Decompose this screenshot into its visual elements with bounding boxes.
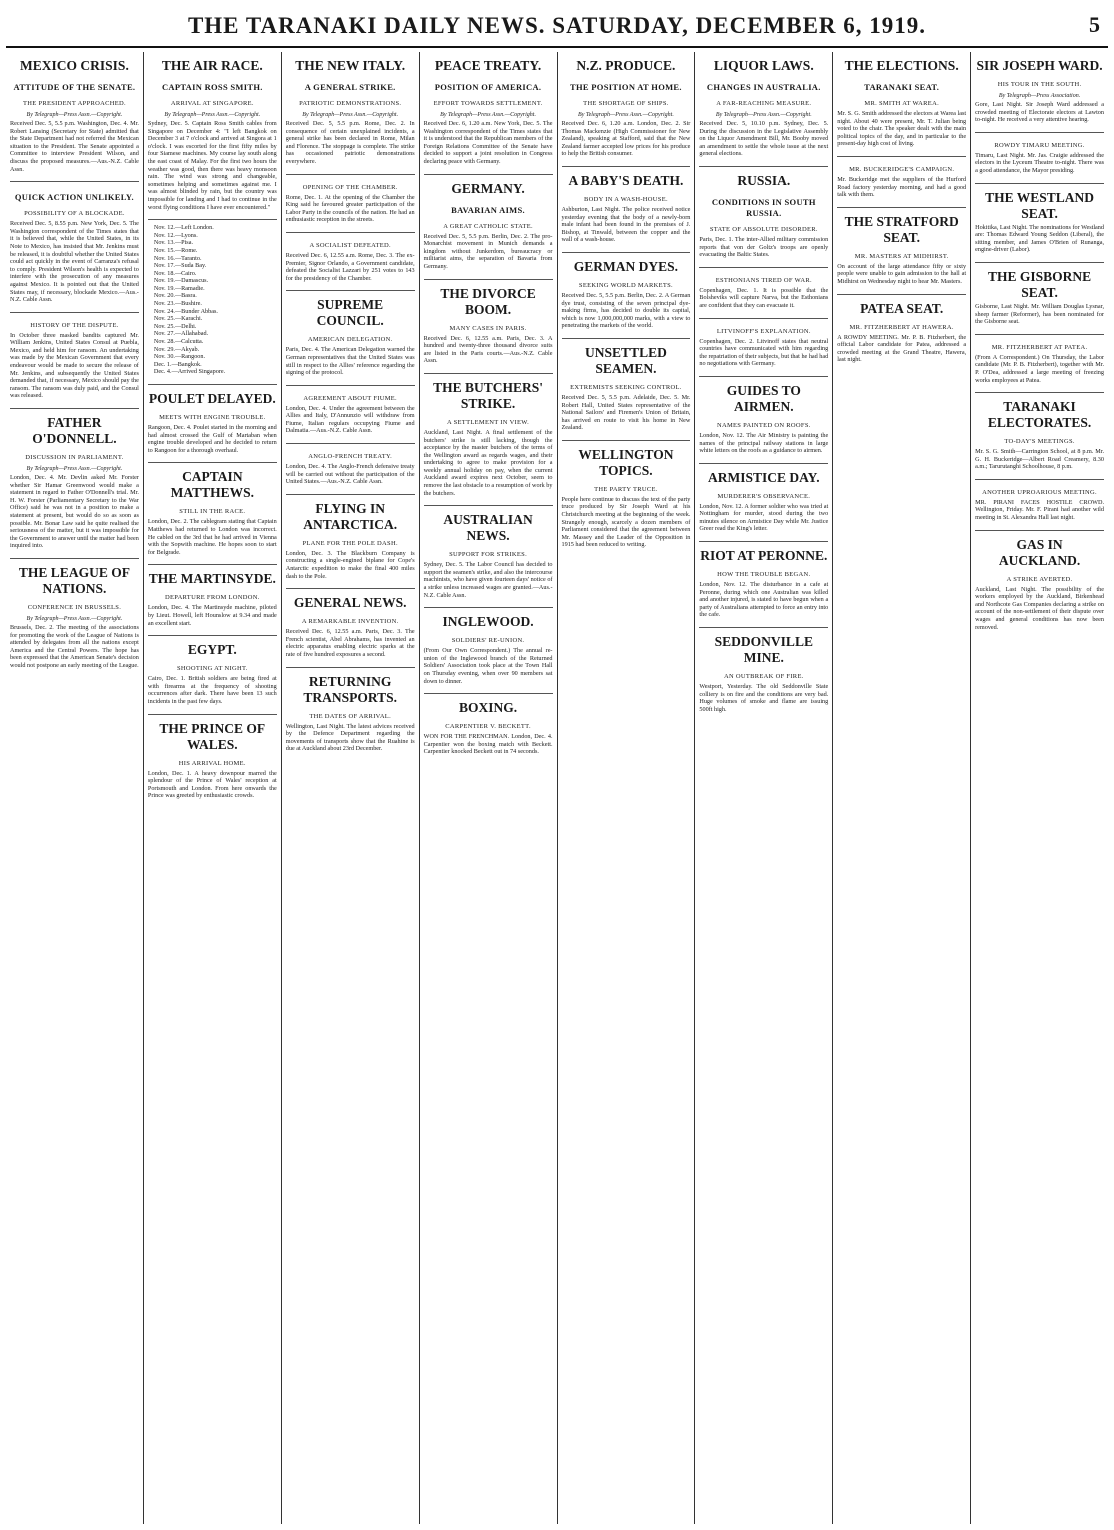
article-deck: AN OUTBREAK OF FIRE. bbox=[723, 673, 804, 681]
article-deck: BODY IN A WASH-HOUSE. bbox=[583, 195, 668, 203]
article-headline: PEACE TREATY. bbox=[434, 58, 542, 73]
article-deck: MR. BUCKERIDGE'S CAMPAIGN. bbox=[849, 165, 955, 173]
article bbox=[424, 52, 553, 166]
newspaper-columns bbox=[6, 52, 1108, 1524]
itinerary-item: Nov. 23.—Bushire. bbox=[153, 300, 202, 308]
article-deck: HIS ARRIVAL HOME. bbox=[178, 759, 246, 767]
article-body: London, Nov. 12. The Air Ministry is painting the names of the principal railway stations in large white letters on the roofs as a guidance to airmen. bbox=[699, 431, 829, 455]
article-body: MR. PIRANI FACES HOSTILE CROWD. Wellington, Friday. Mr. F. Pirani had another wild meeting in St. Alexandra Hall last night. bbox=[975, 498, 1104, 522]
article-deck: MURDERER'S OBSERVANCE. bbox=[717, 492, 811, 500]
itinerary-item: Nov. 13.—Pisa. bbox=[153, 239, 194, 247]
article-body: Received Dec. 5, 5.5 p.m. Washington, Dec. 4. Mr. Robert Lansing (Secretary for State) admitted that the State Department had not referred the Mexican situation to the President. The Senate appointed a Committee to interview President Wilson, and discuss the proposed measures.—Aus.-N.Z. Cable Assn. bbox=[10, 120, 139, 173]
article-body: London, Dec. 1. A heavy downpour marred the splendour of the Prince of Wales' reception at Portsmouth and London. From here onwards the Prince was greeted by enthusiastic crowds. bbox=[147, 769, 277, 800]
article bbox=[562, 252, 691, 330]
article-body: Auckland, Last Night. The possibility of the workers employed by the Auckland, Birkenhead and Northcote Gas Companies declaring a strike on account of the non-settlement of their dispute over wages and general conditions has now been removed. bbox=[975, 585, 1104, 631]
article-body: Auckland, Last Night. A final settlement of the butchers' strike is still lacking, though the acceptance by the master butchers of the terms of the Wellington award as regards wages, and their undertaking to agree to make provision for a weekly annual holiday on pay, when the current Auckland award expires next October, seem to remove the last obstacle to a resumption of work by the butchers. bbox=[423, 428, 553, 497]
article-headline: EGYPT. bbox=[187, 642, 237, 658]
article-deck: TO-DAY'S MEETINGS. bbox=[1004, 438, 1075, 446]
article bbox=[975, 479, 1104, 522]
article-headline: N.Z. PRODUCE. bbox=[576, 58, 676, 73]
article-deck: SHOOTING AT NIGHT. bbox=[176, 665, 248, 673]
article-headline: THE BUTCHERS' STRIKE. bbox=[433, 379, 544, 411]
article-body: Westport, Yesterday. The old Seddonville State colliery is on fire and the conditions are very bad. Huge volumes of smoke and flame are issuing 500ft high. bbox=[699, 683, 829, 713]
article-headline: AUSTRALIAN NEWS. bbox=[443, 512, 533, 544]
column-2 bbox=[144, 52, 282, 1524]
article bbox=[148, 462, 277, 556]
article-body: Received Dec. 6, 1.20 a.m. London, Dec. 2. Sir Thomas Mackenzie (High Commissioner for New Zealand), speaking at Stafford, said that the New Zealand farmer accepted low prices for his produce to help the British consumer. bbox=[561, 120, 691, 158]
article-body: Received Dec. 5, 5.5 p.m. Berlin, Dec. 2. The pro-Monarchist movement in Munich demands a kingdom without Junkerdom, bureaucracy or militarist aims, the separation of Bavaria from Germany. bbox=[423, 232, 553, 270]
article-deck: THE DATES OF ARRIVAL. bbox=[309, 712, 392, 720]
article bbox=[975, 334, 1104, 384]
article-headline: THE AIR RACE. bbox=[161, 58, 263, 73]
article bbox=[562, 338, 691, 432]
article-deck: A SOCIALIST DEFEATED. bbox=[309, 241, 391, 249]
article bbox=[699, 463, 828, 533]
article-deck: SEEKING WORLD MARKETS. bbox=[578, 281, 673, 289]
article-deck: STATE OF ABSOLUTE DISORDER. bbox=[709, 225, 818, 233]
article-body: London, Dec. 4. Mr. Devlin asked Mr. Forster whether Sir Hamar Greenwood would make a statement in regard to Father O'Donnell's trial. Mr. H. W. Forster (Parliamentary Secretary to the War Office) said he was not in a position to make a statement at present, but would do so as soon as possible. Mr. Bonar Law said he quite realised the seriousness of the matter, but it was impossible for the Government to answer until the matter had been inquired into. bbox=[10, 474, 139, 550]
article-body: Received Dec. 5, 5.5 p.m. Adelaide, Dec. 5. Mr. Robert Hall, United States representative of the National Sailors' and Firemen's Union of Britain, has arrived en route to visit his home in New Zealand. bbox=[561, 393, 691, 432]
article-headline: A BABY'S DEATH. bbox=[568, 172, 684, 188]
article-subhead: THE POSITION AT HOME. bbox=[570, 82, 682, 92]
article-body: London, Dec. 4. Under the agreement between the Allies and Italy, D'Annunzio will withdraw from Fiume, Italian regulars occupying Fiume and Dalmatia.—Aus.-N.Z. Cable Assn. bbox=[285, 404, 415, 435]
article-body: Received Dec. 6, 12.55 a.m. Paris, Dec. 3. A hundred and twenty-three thousand divorce suits are listed in the Paris courts.—Aus.-N.Z. Cable Assn. bbox=[423, 334, 553, 365]
article-headline: SEDDONVILLE MINE. bbox=[714, 634, 813, 666]
article-body: Sydney, Dec. 5. The Labor Council has decided to support the seamen's strike, and also the intercourse machinists, who have given fourteen days' notice of a strike unless increased wages are granted.—Aus.-N.Z. Cable Assn. bbox=[423, 561, 553, 599]
article bbox=[562, 52, 691, 158]
article bbox=[975, 132, 1104, 175]
article bbox=[286, 232, 415, 282]
article-deck: LITVINOFF'S EXPLANATION. bbox=[716, 327, 811, 335]
article-subhead: QUICK ACTION UNLIKELY. bbox=[14, 192, 134, 203]
itinerary-item: Nov. 29.—Akyab. bbox=[153, 345, 200, 353]
itinerary-item: Nov. 16.—Taranto. bbox=[153, 254, 202, 262]
article-subhead: CAPTAIN ROSS SMITH. bbox=[161, 82, 263, 92]
article bbox=[10, 52, 139, 173]
article bbox=[699, 267, 828, 310]
article bbox=[699, 541, 828, 619]
article-deck: MR. SMITH AT WAREA. bbox=[864, 100, 939, 107]
article-dateline: By Telegraph—Press Association. bbox=[998, 93, 1081, 99]
article-headline: WELLINGTON TOPICS. bbox=[578, 446, 674, 478]
article-headline: PATEA SEAT. bbox=[860, 300, 944, 316]
article bbox=[699, 376, 828, 455]
itinerary-item: Nov. 28.—Calcutta. bbox=[153, 338, 204, 346]
article-headline: RUSSIA. bbox=[737, 172, 791, 188]
masthead bbox=[6, 6, 1108, 48]
article-headline: THE PRINCE OF WALES. bbox=[159, 720, 266, 752]
article-body: London, Dec. 4. The Anglo-French defensive treaty will be carried out without the participation of the United States.—Aus.-N.Z. Cable Assn. bbox=[285, 463, 415, 486]
article-body: Copenhagen, Dec. 2. Litvinoff states that neutral countries have communicated with him regarding the repatriation of their subjects, but that he had had no negotiations with Germany. bbox=[699, 337, 829, 368]
article-body: Sydney, Dec. 5. Captain Ross Smith cables from Singapore on December 4: "I left Bangkok on December 3 at 7 o'clock and arrived at Singora at 1 o'clock. I was escorted for the first fifty miles by four Siamese machines. My course lay south along the east coast of Malay. For the first two hours the weather was good, then there was heavy monsoon rain. The wind was strong and changeable, sometimes helping and sometimes against me. I was almost blinded by rain, but the country was impossible for landing and I had to continue in the worst flying conditions I have ever encountered." bbox=[147, 120, 277, 211]
article-subhead: POSITION OF AMERICA. bbox=[434, 82, 542, 92]
article-deck: DEPARTURE FROM LONDON. bbox=[164, 594, 260, 602]
article bbox=[837, 207, 966, 286]
article-headline: BOXING. bbox=[458, 700, 518, 716]
article-deck: AGREEMENT ABOUT FIUME. bbox=[303, 394, 397, 402]
article-headline: INGLEWOOD. bbox=[442, 614, 534, 630]
article-subhead: BAVARIAN AIMS. bbox=[451, 204, 525, 215]
article-dateline: By Telegraph—Press Assn.—Copyright. bbox=[302, 112, 399, 118]
article bbox=[699, 166, 828, 259]
article-body: Gore, Last Night. Sir Joseph Ward addressed a crowded meeting of Electorate electors at Lawton to-night. He received a very attentive hearing. bbox=[975, 101, 1104, 124]
article-headline: RIOT AT PERONNE. bbox=[700, 548, 828, 564]
article-deck: HIS TOUR IN THE SOUTH. bbox=[997, 81, 1082, 88]
article-body: Received Dec. 5, 5.5 p.m. Berlin, Dec. 2. A German dye trust, consisting of the seven principal dye-making firms, has decided to double its capital, which is now 1,000,000,000 marks, with a view to penetrating the markets of the world. bbox=[561, 291, 691, 330]
article bbox=[10, 408, 139, 550]
article-dateline: By Telegraph—Press Assn.—Copyright. bbox=[26, 615, 123, 622]
article-headline: FATHER O'DONNELL. bbox=[32, 415, 117, 447]
article-headline: SIR JOSEPH WARD. bbox=[976, 58, 1103, 73]
article bbox=[148, 52, 277, 211]
article bbox=[837, 52, 966, 148]
article bbox=[148, 384, 277, 454]
article-body: People here continue to discuss the text of the party truce produced by Sir Joseph Ward at his Christchurch meeting at the beginning of the week. Strangely enough, scarcely a dozen members of Parliament considered that the agreement between Mr. Massey and the Leader of the Opposition in 1915 had been reduced to writing. bbox=[561, 495, 691, 549]
article-headline: THE DIVORCE BOOM. bbox=[440, 285, 536, 317]
article-subhead: CONDITIONS IN SOUTH RUSSIA. bbox=[711, 196, 816, 218]
article-deck: THE PRESIDENT APPROACHED. bbox=[22, 100, 126, 107]
column-5 bbox=[558, 52, 696, 1524]
article-deck: ANOTHER UPROARIOUS MEETING. bbox=[982, 488, 1097, 496]
article bbox=[424, 505, 553, 599]
itinerary-item: Nov. 17.—Suda Bay. bbox=[153, 262, 207, 270]
article-subhead: A GENERAL STRIKE. bbox=[304, 82, 396, 92]
article-body: Received Dec. 5, 8.55 p.m. New York, Dec. 5. The Washington correspondent of the Times states that it is believed that, while the United States, in its Note to Mexico, has insisted that Mr. Jenkins must be released, it is doubtful whether the United States could act quickly in the event of Carranza's refusal to comply. President Wilson's health is expected to interfere with the prosecution of any measures against Mexico. It is pointed out that the United States may, if necessary, blockade Mexico.—Aus.-N.Z. Cable Assn. bbox=[10, 220, 139, 304]
article-headline: FLYING IN ANTARCTICA. bbox=[303, 500, 398, 532]
article bbox=[148, 714, 277, 800]
article-body: Brussels, Dec. 2. The meeting of the associations for promoting the work of the League of Nations is attended by delegates from all the nations except America and the Central Powers. The hope has been expressed that the American Senate's decision would not postpone an early meeting of the League. bbox=[10, 623, 139, 669]
article bbox=[286, 667, 415, 753]
article-headline: GERMANY. bbox=[451, 180, 525, 196]
article-dateline: By Telegraph—Press Assn.—Copyright. bbox=[578, 112, 674, 118]
column-4 bbox=[420, 52, 558, 1524]
article-deck: CARPENTIER V. BECKETT. bbox=[445, 723, 531, 731]
article-headline: SUPREME COUNCIL. bbox=[316, 297, 384, 329]
article-deck: SUPPORT FOR STRIKES. bbox=[449, 551, 528, 559]
article-deck: NAMES PAINTED ON ROOFS. bbox=[716, 421, 811, 429]
article-deck: A SETTLEMENT IN VIEW. bbox=[447, 418, 530, 426]
itinerary-item: Dec. 1.—Bangkok. bbox=[153, 360, 202, 368]
article-headline: THE WESTLAND SEAT. bbox=[985, 189, 1095, 221]
article-deck: OPENING OF THE CHAMBER. bbox=[302, 183, 398, 191]
article-headline: GUIDES TO AIRMEN. bbox=[726, 382, 801, 414]
article-body: Mr. Buckeridge met the suppliers of the Hurford Road factory yesterday morning, and had a good talk with them. bbox=[837, 175, 967, 199]
article-body: Copenhagen, Dec. 1. It is possible that the Bolsheviks will capture Narva, but the Esthonians are confident that they can evacuate it. bbox=[699, 286, 829, 309]
article-deck: MR. MASTERS AT MIDHIRST. bbox=[854, 252, 949, 260]
article-deck: ROWDY TIMARU MEETING. bbox=[994, 141, 1085, 149]
article-headline: THE GISBORNE SEAT. bbox=[987, 268, 1092, 300]
article-body: Paris, Dec. 1. The inter-Allied military commission reports that von der Goltz's troops are openly evacuating the Baltic States. bbox=[699, 235, 829, 259]
article-deck: ANGLO-FRENCH TREATY. bbox=[308, 453, 393, 461]
article-body: Mr. S. G. Smith—Carrington School, at 8 p.m. Mr. G. H. Buckeridge—Albert Road Creamery, 8.30 a.m.; Tarurutanghi Schoolhouse, 8 p.m. bbox=[975, 448, 1104, 471]
article-dateline: By Telegraph—Press Assn.—Copyright. bbox=[26, 112, 123, 118]
article bbox=[286, 52, 415, 166]
article bbox=[975, 392, 1104, 471]
article-dateline: By Telegraph—Press Assn.—Copyright. bbox=[440, 112, 536, 118]
article-dateline: By Telegraph—Press Assn.—Copyright. bbox=[26, 466, 123, 473]
article-deck: AMERICAN DELEGATION. bbox=[307, 336, 393, 344]
article bbox=[975, 262, 1104, 326]
article-body: Rome, Dec. 1. At the opening of the Chamber the King said he favoured greater participation of the Labor Party in the councils of the nation. He had an enthusiastic reception in the streets. bbox=[285, 193, 415, 224]
article-body: (From Our Own Correspondent.) The annual re-union of the Inglewood branch of the Returned Soldiers' Association took place at the Town Hall on Thursday evening, when over 90 members sat down to dinner. bbox=[423, 647, 553, 685]
article bbox=[286, 385, 415, 435]
article bbox=[424, 279, 553, 365]
article-dateline: By Telegraph—Press Assn.—Copyright. bbox=[715, 112, 812, 118]
article bbox=[837, 294, 966, 364]
article-body: Cairo, Dec. 1. British soldiers are being fired at with firearms at the frequency of shooting occurrences after dark. There have been 13 such incidents in the past few days. bbox=[147, 675, 277, 705]
itinerary-item: Dec. 4.—Arrived Singapore. bbox=[153, 368, 226, 376]
article-deck: EFFORT TOWARDS SETTLEMENT. bbox=[433, 100, 543, 107]
article bbox=[10, 558, 139, 670]
article bbox=[286, 588, 415, 658]
article-body: WON FOR THE FRENCHMAN. London, Dec. 4. Carpentier won the boxing match with Beckett. Carpentier knocked Beckett out in 74 seconds. bbox=[423, 733, 553, 756]
article bbox=[10, 312, 139, 400]
itinerary-item: Nov. 25.—Delhi. bbox=[153, 322, 197, 330]
article-subhead: CHANGES IN AUSTRALIA. bbox=[706, 82, 821, 92]
article-deck: EXTREMISTS SEEKING CONTROL. bbox=[570, 383, 682, 391]
article-deck: MR. FITZHERBERT AT HAWERA. bbox=[849, 323, 954, 331]
article bbox=[562, 166, 691, 244]
itinerary-item: Nov. 15.—Rome. bbox=[153, 246, 198, 254]
article bbox=[286, 494, 415, 580]
article-deck: MANY CASES IN PARIS. bbox=[449, 324, 527, 332]
article-headline: THE NEW ITALY. bbox=[295, 58, 406, 73]
article-headline: ARMISTICE DAY. bbox=[708, 469, 820, 485]
article-deck: A STRIKE AVERTED. bbox=[1006, 575, 1073, 583]
itinerary-item: Nov. 19.—Ramadie. bbox=[153, 284, 205, 292]
itinerary-item: Nov. 20.—Basra. bbox=[153, 292, 197, 300]
itinerary-list bbox=[148, 224, 277, 376]
article-headline: THE MARTINSYDE. bbox=[148, 571, 276, 587]
itinerary-item: Nov. 12.—Lyons. bbox=[153, 231, 198, 239]
article bbox=[286, 290, 415, 376]
article bbox=[699, 318, 828, 368]
itinerary-item: Nov. 18.—Cairo. bbox=[153, 269, 197, 277]
article-body: Received Dec. 6, 12.55 a.m. Rome, Dec. 3. The ex-Premier, Signor Orlando, a Government candidate, defeated the Socialist Lazzari by 251 votes to 143 for the presidency of the Chamber. bbox=[285, 251, 415, 282]
article-subhead: ATTITUDE OF THE SENATE. bbox=[13, 82, 136, 92]
column-3 bbox=[282, 52, 420, 1524]
article-deck: A FAR-REACHING MEASURE. bbox=[716, 100, 812, 107]
article-body: London, Nov. 12. A former soldier who was tried at Nottingham for murder, stood during the two minutes silence on Armistice Day while Mr. Justice Greer read the King's letter. bbox=[699, 502, 829, 533]
article-headline: THE LEAGUE OF NATIONS. bbox=[18, 564, 130, 596]
article-deck: MEETS WITH ENGINE TROUBLE. bbox=[159, 414, 266, 421]
article bbox=[424, 373, 553, 497]
article-deck: A GREAT CATHOLIC STATE. bbox=[443, 222, 533, 230]
article-body: Ashburton, Last Night. The police received notice yesterday evening that the body of a newly-born male infant had been found in the premises of J. Bishop, at Tinwald, between the copper and the wall of a wash-house. bbox=[561, 205, 691, 244]
article-body: On account of the large attendance fifty or sixty people were unable to gain admission to the hall at Midhirst on Wednesday night to hear Mr. Masters. bbox=[837, 262, 967, 285]
itinerary-item: Nov. 30.—Rangoon. bbox=[153, 353, 206, 361]
article bbox=[148, 635, 277, 705]
article-body: Hokitika, Last Night. The nominations for Westland are: Thomas Edward Young Seddon (Liberal), the sitting member, and James O'Brien of Runanga, engine-driver (Labor). bbox=[975, 223, 1104, 254]
column-7 bbox=[833, 52, 971, 1524]
article-subhead: TARANAKI SEAT. bbox=[864, 82, 940, 92]
article-deck: ARRIVAL AT SINGAPORE. bbox=[170, 100, 254, 107]
column-1 bbox=[6, 52, 144, 1524]
itinerary-item: Nov. 12.—Left London. bbox=[153, 224, 214, 232]
article-headline: POULET DELAYED. bbox=[148, 391, 276, 406]
article bbox=[424, 607, 553, 685]
article bbox=[837, 156, 966, 199]
newspaper-title: THE TARANAKI DAILY NEWS. SATURDAY, DECEMBER 6, 1919. bbox=[187, 13, 927, 38]
article bbox=[424, 174, 553, 271]
article-headline: CAPTAIN MATTHEWS. bbox=[170, 469, 254, 501]
article-dateline: By Telegraph—Press Assn.—Copyright. bbox=[164, 112, 261, 118]
article-deck: THE PARTY TRUCE. bbox=[594, 485, 658, 493]
article-headline: LIQUOR LAWS. bbox=[713, 58, 814, 73]
article-deck: PLANE FOR THE POLE DASH. bbox=[302, 539, 398, 547]
article-headline: MEXICO CRISIS. bbox=[20, 58, 129, 73]
article-deck: CONFERENCE IN BRUSSELS. bbox=[27, 603, 122, 611]
article-deck: MR. FITZHERBERT AT PATEA. bbox=[991, 343, 1088, 351]
article-body: London, Nov. 12. The disturbance in a cafe at Peronne, during which one Australian was killed and another injured, is stated to have begun when a party of Australians attempted to force an entry into the cafe. bbox=[699, 581, 829, 619]
article bbox=[424, 693, 553, 756]
article-headline: UNSETTLED SEAMEN. bbox=[585, 344, 667, 376]
article-headline: GERMAN DYES. bbox=[573, 258, 679, 274]
article-deck: STILL IN THE RACE. bbox=[179, 508, 246, 516]
itinerary-item: Nov. 24.—Bunder Abbas. bbox=[153, 307, 218, 315]
article-body: A ROWDY MEETING. Mr. P. B. Fitzherbert, the official Labor candidate for Patea, addressed a crowded meeting at the Grand Theatre, Hawera, last night. bbox=[837, 333, 967, 364]
article-body: Mr. S. G. Smith addressed the electors at Warea last night. About 40 were present, Mr. T. Julian being voted to the chair. The speaker dealt with the main political topics of the day, and in particular to the present-day high cost of living. bbox=[837, 110, 967, 148]
article-body: Paris, Dec. 4. The American Delegation warned the German representatives that the United States was still in respect to the Allies' reference regarding the signing of the protocol. bbox=[285, 346, 415, 377]
article-body: Timaru, Last Night. Mr. Jas. Craigie addressed the electors in the Lyceum Theatre to-night. There was a good attendance, the Mayor presiding. bbox=[975, 151, 1104, 174]
article bbox=[975, 530, 1104, 632]
article-body: In October three masked bandits captured Mr. William Jenkins, United States Consul at Puebla, Mexico, and held him for ransom. An undertaking was made by the Mexican Government that every endeavour would be made to secure the release of Mr. Jenkins, and subsequently the United States demanded that, if necessary, Mexico should pay the ransom. The ransom was duly paid, and the Consul was released. bbox=[10, 331, 139, 400]
itinerary-item: Nov. 19.—Damascus. bbox=[153, 277, 209, 285]
article-deck: A REMARKABLE INVENTION. bbox=[301, 618, 399, 626]
article-body: Received Dec. 6, 12.55 a.m. Paris, Dec. 3. The French scientist, Abel Abrahams, has invented an electric apparatus enabling electric sparks at the rate of five hundred exposures a second. bbox=[285, 628, 415, 658]
article-deck: SOLDIERS' RE-UNION. bbox=[451, 637, 525, 645]
article bbox=[562, 440, 691, 549]
itinerary-item: Nov. 25.—Karachi. bbox=[153, 315, 203, 323]
article bbox=[699, 52, 828, 158]
article-headline: RETURNING TRANSPORTS. bbox=[303, 673, 398, 705]
article bbox=[286, 443, 415, 486]
article-body: Rangoon, Dec. 4. Poulet started in the morning and had almost crossed the Gulf of Martaban when engine trouble developed and he decided to return to Rangoon for a thorough overhaul. bbox=[147, 424, 277, 454]
article-deck: THE SHORTAGE OF SHIPS. bbox=[583, 100, 669, 107]
article-deck: HISTORY OF THE DISPUTE. bbox=[30, 321, 119, 329]
article-headline: GENERAL NEWS. bbox=[293, 595, 407, 611]
article-deck: POSSIBILITY OF A BLOCKADE. bbox=[24, 210, 125, 218]
article-deck: HOW THE TROUBLE BEGAN. bbox=[717, 571, 811, 579]
column-6 bbox=[695, 52, 833, 1524]
article-headline: TARANAKI ELECTORATES. bbox=[987, 399, 1092, 431]
article bbox=[699, 627, 828, 713]
article-body: Wellington, Last Night. The latest advices received by the Defence Department regarding the movements of transports show that the Ruahine is due at Auckland about 23rd December. bbox=[285, 722, 415, 753]
article-headline: THE ELECTIONS. bbox=[844, 58, 959, 73]
article-body: Received Dec. 5, 5.5 p.m. Rome, Dec. 2. In consequence of certain unexplained incidents, a general strike has been declared in Rome, Milan and Florence. The stoppage is complete. The strike has occasioned patriotic demonstrations everywhere. bbox=[285, 120, 415, 165]
article-body: London, Dec. 3. The Blackburn Company is constructing a single-engined biplane for Cope's Antarctic expedition to make the final 400 miles dash to the Pole. bbox=[285, 549, 415, 580]
article bbox=[148, 564, 277, 627]
article-body: London, Dec. 4. The Martinsyde machine, piloted by Lieut. Howell, left Hounslow at 9.34 and made an excellent start. bbox=[147, 604, 277, 627]
article-headline: GAS IN AUCKLAND. bbox=[998, 536, 1081, 568]
page-number: 5 bbox=[1089, 12, 1100, 37]
column-8 bbox=[971, 52, 1108, 1524]
itinerary-item: Nov. 27.—Allahabad. bbox=[153, 330, 209, 338]
article bbox=[975, 52, 1104, 124]
article-deck: PATRIOTIC DEMONSTRATIONS. bbox=[299, 100, 402, 107]
article-body: Gisborne, Last Night. Mr. William Douglas Lysnar, sheep farmer (Reformer), has been nominated for the Gisborne seat. bbox=[975, 302, 1104, 326]
article bbox=[975, 183, 1104, 254]
article-body: London, Dec. 2. The cablegram stating that Captain Matthews had returned to London was incorrect. He cabled on the 3rd that he had arrived in Vienna with the Sopwith machine. He hopes soon to start for Belgrade. bbox=[147, 518, 277, 556]
article-body: Received Dec. 6, 1.20 a.m. New York, Dec. 5. The Washington correspondent of the Times states that it is understood that the Republican members of the Foreign Relations Committee of the Senate have decided to support a joint resolution in Congress declaring peace with Germany. bbox=[423, 120, 553, 165]
article bbox=[148, 219, 277, 376]
article bbox=[286, 174, 415, 224]
article-body: Received Dec. 5, 10.10 p.m. Sydney, Dec. 5. During the discussion in the Legislative Assembly on the Liquor Amendment Bill, Mr. Booby moved an amendment to settle the whole issue at the next general elections. bbox=[699, 120, 829, 158]
article-deck: ESTHONIANS TIRED OF WAR. bbox=[715, 276, 812, 284]
article-deck: DISCUSSION IN PARLIAMENT. bbox=[25, 454, 124, 462]
article bbox=[10, 181, 139, 304]
article-headline: THE STRATFORD SEAT. bbox=[844, 213, 959, 245]
article-body: (From A Correspondent.) On Thursday, the Labor candidate (Mr. P. B. Fitzherbert), together with Mr. P. O'Dea, addressed a large meeting of freezing works employees at Patea. bbox=[975, 353, 1104, 384]
